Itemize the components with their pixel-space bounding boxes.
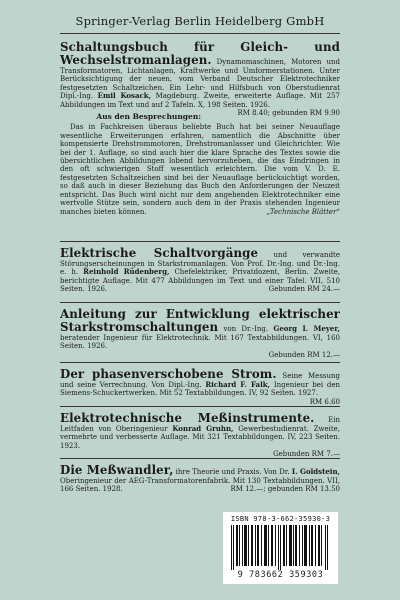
book-title: Anleitung zur Entwicklung elektrischer Starkstromschaltungen	[60, 307, 340, 334]
book-title: Elektrische Schaltvorgänge	[60, 246, 259, 260]
divider	[60, 362, 340, 363]
book-price: RM 8.40; gebunden RM 9.90	[237, 109, 340, 118]
review-text: Das in Fachkreisen überaus beliebte Buch hat bei seiner Neuauflage wesentliche Erweiterungen erfahren, namentlich die Abschnitte über kompensierte Drehstrommotoren, Drehstromanlasser und Gleichrichter. Wie bei der 1. Auflage, so sind auch hier die klare Sprache des Textes sowie die übersichtlichen Abbildungen lobend hervorzuheben, die das Eindringen in den oft schwierigen Stoff wesentlich erleichtern. Die vom V. D. E. festgesetzten Schaltzeichen sind bei der Neuauflage berücksichtigt worden, so daß auch in dieser Beziehung das Buch den Anforderungen der Neuzeit entspricht. Das Buch wird nicht nur dem angehenden Elektrotechniker eine wertvolle Stütze sein, sondern auch dem in der Praxis stehenden Ingenieur manches bieten können.	[60, 123, 340, 216]
book-price: RM 12.—; gebunden RM 13.50	[230, 485, 340, 494]
book-description: Unter Berücksichtigung der neuen, vom Verband Deutscher Elektrotechniker festgesetzten Schaltzeichen. Ein Lehr- und Hilfsbuch von Oberstudienrat Dipl.-Ing.	[60, 67, 340, 101]
book-price: Gebunden RM 12.—	[268, 350, 340, 359]
divider	[60, 406, 340, 407]
book-entry-messinstrumente	[60, 412, 340, 459]
reviews-heading: Aus den Besprechungen:	[96, 112, 202, 122]
book-subtitle: von Dr.-Ing.	[223, 325, 269, 333]
book-price: Gebunden RM 24.—	[268, 285, 340, 294]
book-details: beratender Ingenieur für Elektrotechnik. Mit 167 Textabbildungen. VI, 160 Seiten. 1926.	[60, 334, 340, 351]
book-author: Reinhold Rüdenberg,	[83, 267, 170, 277]
book-title: Elektrotechnische Meßinstrumente.	[60, 411, 315, 425]
book-details: Magdeburg. Zweite, erweiterte Auflage. Mit 257 Abbildungen im Text und auf 2 Tafeln. X, 198 Seiten. 1926.	[60, 92, 341, 109]
book-title: Schaltungsbuch für Gleich- und Wechselstromanlagen.	[60, 40, 340, 67]
publisher-header: Springer-Verlag Berlin Heidelberg GmbH	[75, 14, 325, 28]
barcode-bars	[231, 525, 330, 570]
divider	[60, 302, 340, 303]
book-subtitle: Seine Messung und seine Verrechnung. Von Dipl.-Ing.	[60, 372, 341, 389]
book-details: Chefelektriker, Privatdozent, Berlin. Zweite, berichtigte Auflage. Mit 477 Abbildungen im Text und einer Tafel. VII, 510 Seiten. 1926.	[60, 268, 340, 294]
book-author: I. Goldstein,	[291, 467, 340, 476]
book-subtitle: ihre Theorie und Praxis. Von Dr.	[175, 468, 290, 476]
book-details: Oberingenieur der AEG-Transformatorenfabrik. Mit 130 Textabbildungen. VII, 166 Seiten. 1928.	[60, 477, 340, 494]
book-entry-schaltvorgaenge	[60, 247, 340, 294]
book-subtitle: Dynamomaschinen, Motoren und Transformatoren, Lichtanlagen, Kraftwerke und Umformerstationen.	[60, 58, 340, 75]
book-author: Georg I. Meyer,	[273, 324, 340, 333]
book-title: Der phasenverschobene Strom.	[60, 367, 277, 381]
divider	[60, 33, 340, 34]
book-entry-schaltungsbuch	[60, 41, 340, 216]
book-author: Emil Kosack,	[97, 91, 152, 101]
divider	[60, 458, 340, 459]
isbn-number: ISBN 978-3-662-35930-3	[230, 515, 331, 523]
book-author: Richard F. Falk,	[205, 380, 271, 389]
ean-digits: 9 783662 359303	[237, 570, 324, 580]
book-subtitle: Ein Leitfaden von Oberingenieur	[60, 416, 340, 433]
book-entry-starkstromschaltungen	[60, 308, 340, 359]
book-details: Gewerbestudienrat. Zweite, vermehrte und verbesserte Auflage. Mit 321 Textabbildungen. IV, 223 Seiten. 1923.	[60, 425, 341, 450]
book-subtitle: und verwandte Störungserscheinungen in Starkstromanlagen. Von Prof. Dr.-Ing. und Dr.-Ing. e. h.	[60, 251, 341, 277]
book-title: Die Meßwandler,	[60, 463, 174, 477]
book-price: RM 6.60	[309, 397, 340, 406]
book-entry-phasenverschobene-strom	[60, 368, 340, 406]
book-author: Konrad Gruhn,	[172, 424, 234, 433]
book-price: Gebunden RM 7.—	[273, 450, 340, 459]
book-entry-messwandler	[60, 464, 340, 494]
divider	[60, 241, 340, 242]
isbn-barcode	[223, 512, 338, 584]
review-source: „Technische Blätter“	[266, 207, 340, 216]
book-details: Ingenieur bei den Siemens-Schuckertwerken. Mit 52 Textabbildungen. IV, 92 Seiten. 1927.	[60, 381, 340, 398]
